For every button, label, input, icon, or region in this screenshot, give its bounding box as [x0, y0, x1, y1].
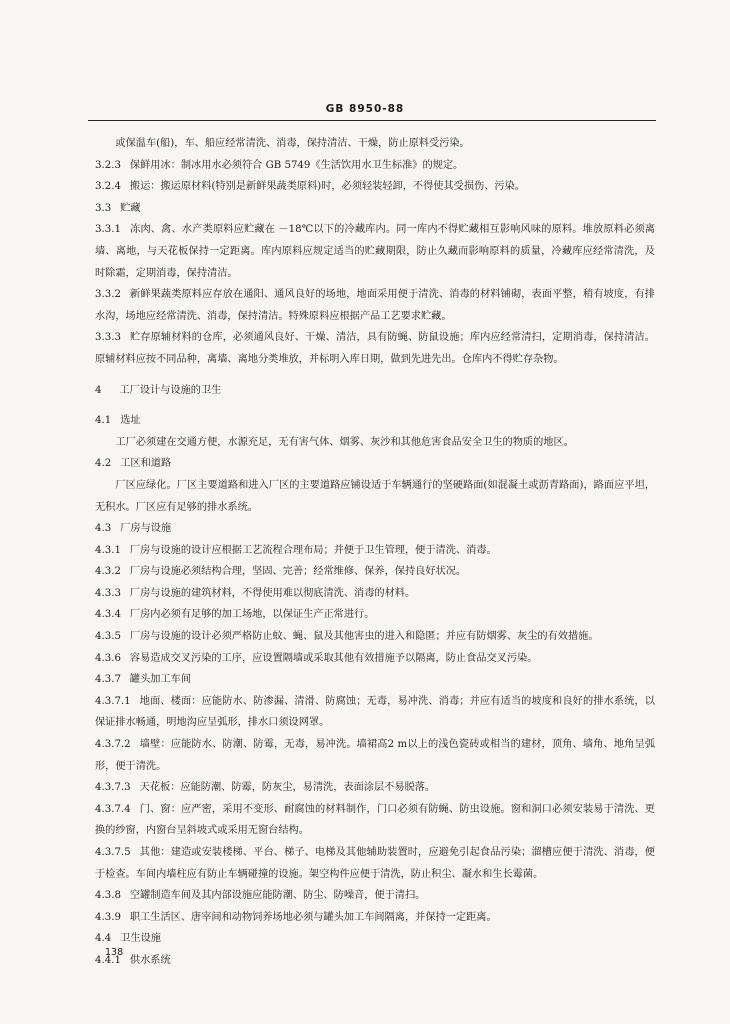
clause-text: 工厂设计与设施的卫生 — [119, 384, 222, 396]
clause-text: 厂房与设施必须结构合理，坚固、完善；经常维修、保养，保持良好状况。 — [129, 566, 467, 578]
clause-paragraph — [95, 284, 655, 327]
clause-text: 厂房与设施的设计应根据工艺流程合理布局；并便于卫生管理，便于清洗、消毒。 — [129, 544, 497, 556]
clause-number: 4.3.1 — [95, 544, 121, 556]
clause-text: 天花板：应能防潮、防霉，防灰尘，易清洗，表面涂层不易脱落。 — [139, 782, 436, 794]
clause-number: 4.3.2 — [95, 566, 121, 578]
clause-text: 搬运：搬运原材料(特别是新鲜果蔬类原料)时，必须轻装轻卸，不得使其受损伤、污染。 — [129, 181, 525, 193]
clause-paragraph — [95, 842, 655, 885]
clause-number: 3.3.3 — [95, 332, 121, 344]
clause-number: 4.3.7.5 — [95, 847, 131, 858]
clause-paragraph — [95, 799, 655, 842]
section-heading — [95, 380, 655, 402]
clause-paragraph — [95, 453, 655, 475]
clause-text: 贮存原辅材料的仓库，必须通风良好、干燥、清洁，具有防蝇、防鼠设施；库内应经常清扫，定期消毒，保持清洁。原辅材料应按不同品种，离墙、离地分类堆放，并标明入库日期，做到先进先出。仓库内不得贮存杂物。 — [95, 332, 655, 365]
clause-number: 4.4 — [95, 933, 112, 945]
clause-paragraph — [95, 907, 655, 929]
clause-text: 冻肉、禽、水产类原料应贮藏在 －18℃以下的冷藏库内。同一库内不得贮藏相互影响风味的原料。堆放原料必须离墙、离地，与天花板保持一定距离。库内原料应规定适当的贮藏期限，防止久藏而影响原料的质量，冷藏库应经常清洗，及时除霜，定期消毒，保持清洁。 — [95, 224, 655, 279]
clause-number: 4.3.7.2 — [95, 739, 131, 751]
clause-paragraph — [95, 198, 655, 220]
clause-paragraph — [95, 648, 655, 670]
document-body — [95, 133, 655, 972]
clause-number: 4.3.8 — [95, 890, 121, 902]
clause-paragraph — [95, 583, 655, 605]
clause-paragraph — [95, 410, 655, 432]
clause-paragraph — [95, 518, 655, 540]
clause-text: 门、窗：应严密，采用不变形、耐腐蚀的材料制作，门口必须有防蝇、防虫设施。窗和洞口必须安装易于清洗、更换的纱窗，内窗台呈斜坡式或采用无窗台结构。 — [95, 803, 655, 837]
clause-text: 职工生活区、唐宰间和动物饲养场地必须与罐头加工车间隔离，并保持一定距离。 — [129, 911, 497, 923]
clause-number: 4.3.9 — [95, 911, 121, 923]
clause-paragraph — [95, 475, 655, 518]
clause-number: 4.3.6 — [95, 652, 121, 664]
header-rule — [88, 120, 656, 121]
clause-paragraph — [95, 219, 655, 284]
clause-text: 新鲜果蔬类原料应存放在通阳、通风良好的场地，地面采用便于清洗、消毒的材料铺砌，表面平整，稍有坡度，有排水沟，场地应经常清洗、消毒，保持清洁。特殊原料应根据产品工艺要求贮藏。 — [95, 289, 655, 322]
clause-text: 厂房与设施的设计必须严格防止蚊、蝇、鼠及其他害虫的进入和隐匿；并应有防烟雾、灰尘的有效措施。 — [129, 631, 599, 643]
clause-paragraph — [95, 155, 655, 177]
clause-paragraph — [95, 691, 655, 734]
clause-number: 3.2.4 — [95, 181, 121, 193]
clause-text: 工厂必须建在交通方便，水源充足，无有害气体、烟雾、灰沙和其他危害食品安全卫生的物质的地区。 — [115, 436, 574, 448]
clause-text: 厂区应绿化。厂区主要道路和进入厂区的主要道路应铺设适于车辆通行的坚硬路面(如混凝土或沥青路面)，路面应平坦，无积水。厂区应有足够的排水系统。 — [95, 479, 655, 513]
clause-number: 3.3.1 — [95, 224, 121, 236]
clause-number: 4.3.7 — [95, 674, 121, 686]
clause-paragraph — [95, 777, 655, 799]
clause-paragraph — [95, 540, 655, 562]
clause-text: 地面、楼面：应能防水、防渗漏、清滑、防腐蚀；无毒，易冲洗、消毒；并应有适当的坡度和良好的排水系统，以保证排水畅通，明地沟应呈弧形，排水口须设网罩。 — [95, 695, 655, 729]
clause-text: 空罐制造车间及其内部设施应能防潮、防尘、防噪音，便于清扫。 — [129, 890, 426, 902]
clause-number: 3.3.2 — [95, 289, 121, 301]
clause-paragraph — [95, 626, 655, 648]
clause-text: 厂房与设施 — [120, 523, 172, 535]
clause-number: 4.1 — [95, 415, 112, 427]
clause-number: 4.3.7.4 — [95, 803, 131, 815]
clause-number: 4.3.4 — [95, 609, 121, 621]
clause-text: 容易造成交叉污染的工序，应设置隔墙或采取其他有效措施予以隔离，防止食品交叉污染。 — [129, 652, 538, 664]
clause-number: 3.2.3 — [95, 159, 121, 171]
clause-paragraph — [95, 604, 655, 626]
clause-text: 工区和道路 — [120, 458, 172, 470]
clause-number: 4.3.3 — [95, 587, 121, 599]
clause-text: 墙壁：应能防水、防潮、防霉，无毒，易冲洗。墙裙高2 m以上的浅色瓷砖或相当的建材，顶角、墙角、地角呈弧形，便于清洗。 — [95, 739, 655, 772]
clause-paragraph — [95, 950, 655, 972]
clause-text: 其他：建造或安装楼梯、平台、梯子、电梯及其他辅助装置时，应避免引起食品污染；溜槽应便于清洗、消毒，便于检查。车间内墙柱应有防止车辆碰撞的设施。架空构件应便于清洗，防止积尘、凝水和生长霉菌。 — [95, 847, 655, 880]
clause-number: 4.3.7.3 — [95, 782, 131, 794]
clause-number: 4.4.1 — [95, 954, 121, 966]
clause-paragraph — [95, 432, 655, 454]
paragraph-gap — [95, 401, 655, 410]
page-number: 138 — [105, 947, 124, 958]
clause-paragraph — [95, 885, 655, 907]
clause-number: 4.2 — [95, 458, 112, 470]
clause-text: 厂房与设施的建筑材料，不得使用难以彻底清洗、消毒的材料。 — [129, 587, 416, 599]
clause-text: 供水系统 — [129, 954, 171, 966]
clause-paragraph — [95, 734, 655, 777]
clause-number: 4.3.7.1 — [95, 695, 131, 707]
clause-number: 4.3 — [95, 523, 112, 535]
clause-paragraph — [95, 928, 655, 950]
clause-text: 卫生设施 — [120, 933, 161, 945]
clause-paragraph — [95, 327, 655, 370]
clause-number: 3.3 — [95, 202, 112, 214]
clause-text: 或保温车(船)，车、船应经常清洗、消毒，保持清洁、干燥，防止原料受污染。 — [115, 138, 470, 149]
clause-text: 贮藏 — [120, 202, 141, 214]
clause-paragraph — [95, 561, 655, 583]
clause-text: 厂房内必须有足够的加工场地，以保证生产正常进行。 — [129, 609, 375, 621]
clause-text: 保鲜用冰：制冰用水必须符合 GB 5749《生活饮用水卫生标准》的规定。 — [129, 159, 464, 171]
clause-number: 4.3.5 — [95, 631, 121, 643]
clause-number: 4 — [95, 384, 102, 396]
clause-text: 罐头加工车间 — [129, 674, 192, 686]
clause-text: 选址 — [120, 415, 141, 427]
standard-header: GB 8950-88 — [325, 103, 405, 115]
clause-paragraph — [95, 669, 655, 691]
paragraph-gap — [95, 371, 655, 380]
clause-paragraph — [95, 133, 655, 155]
clause-paragraph — [95, 176, 655, 198]
